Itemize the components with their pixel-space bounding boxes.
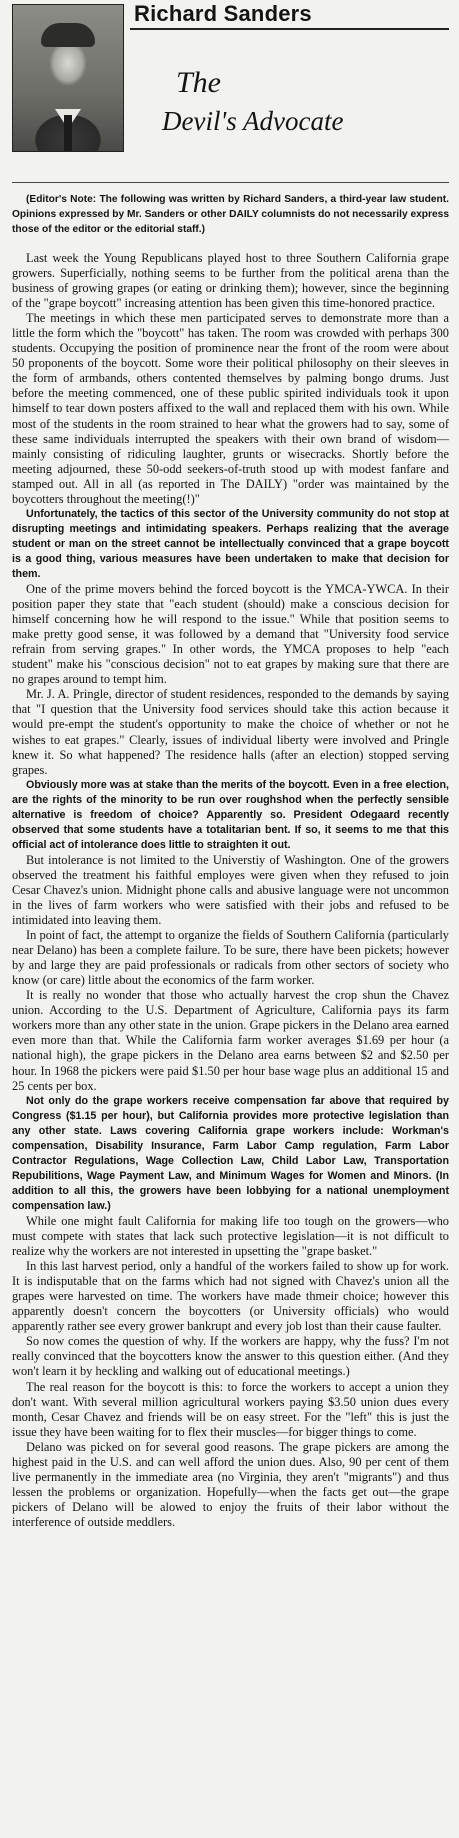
article-paragraph: Mr. J. A. Pringle, director of student residences, responded to the demands by saying that "I question that the University food services should take this action because it would pre-empt the student's opportunity to make the choice of whether or not he wishes to eat grapes." Clearly, issues of individual liberty were involved and Pringle knew it. So what happened? The residence halls (after an election) stopped serving grapes. <box>12 687 449 777</box>
column-header <box>12 0 449 183</box>
editors-note: (Editor's Note: The following was written by Richard Sanders, a third-year law student. Opinions expressed by Mr. Sanders or other DAILY columnists do not necessarily express those of the editor or the editorial staff.) <box>12 194 449 235</box>
byline-bar <box>130 0 449 30</box>
article-paragraph: But intolerance is not limited to the Universtiy of Washington. One of the growers observed the treatment his faithful employes were given when they refused to join Cesar Chavez's union. Midnight phone calls and abusive language were not uncommon in the lives of farm workers who were satisfied with their jobs and refused to be intimidated into leaving them. <box>12 852 449 928</box>
article-paragraph: Not only do the grape workers receive compensation far above that required by Congress ($1.15 per hour), but California provides more protective legislation than any other state. Laws covering California grape workers include: Workman's compensation, Disability Insurance, Farm Labor Camp regulation, Farm Labor Contractor Regulations, Wage Collection Law, Child Labor Law, Transportation Repubilitions, Wage Payment Law, and Minimum Wages for Women and Minors. (In addition to all this, the growers have been lobbying for a national unemployment compensation law.) <box>12 1094 449 1212</box>
article-paragraph: It is really no wonder that those who actually harvest the crop shun the Chavez union. According to the U.S. Department of Agriculture, California pays its farm workers more than any other state in the union. Grape pickers in the Delano area earned even more than that. While the California farm worker averages $1.69 per hour (a national high), the grape pickers in the Delano area earns between $2 and $2.50 per hour. In 1968 the pickers were paid $1.50 per hour base wage plus an additional 15 and 25 cents per box. <box>12 988 449 1093</box>
article-paragraph: One of the prime movers behind the forced boycott is the YMCA-YWCA. In their position paper they state that "each student (should) make a conscious decision for himself concerning how he will respond to the issue." While that position seems to make pretty good sense, it was followed by a demand that "University food service refrain from serving grapes." In other words, the YMCA proposes to help "each student" make his "conscious decision" not to eat grapes by making sure that there are no grapes around to tempt him. <box>12 582 449 687</box>
photo-hair <box>41 23 95 47</box>
article-paragraph: The meetings in which these men participated serves to demonstrate more than a little the form which the "boycott" has taken. The room was crowded with perhaps 300 students. Occupying the position of prominence near the front of the room were about 50 proponents of the boycott. Some wore their political philosophy on their sleeves in the form of armbands, others contented themselves by palming bongo drums. Just before the meeting commenced, one of these public spirited individuals took it upon himself to tear down posters affixed to the wall and replaced them with his own. While most of the students in the room strained to hear what the growers had to say, some of these same individuals interrupted the speakers with their own brand of wisdom—mainly consisting of ridiculing laughter, grunts or wisecracks. Shortly before the meeting adjourned, these 50-odd seekers-of-truth stood up with modest fanfare and stamped out. All in all (as reported in The DAILY) "order was maintained by the boycotters throughout the meeting(!)" <box>12 311 449 506</box>
author-name: Richard Sanders <box>134 1 312 26</box>
article-paragraph: In this last harvest period, only a handful of the workers failed to show up for work. It is indisputable that on the farms which had not signed with Chavez's union all the grapes were harvested on time. The workers have made thmeir choice; however this apparently doesn't concern the boycotters (or University officials) who would apparently rather see every grower bankrupt and every job lost than their cause faulter. <box>12 1259 449 1334</box>
photo-tie <box>64 115 72 151</box>
author-photo <box>12 4 124 152</box>
column-title-line2: Devil's Advocate <box>162 106 344 136</box>
article-body <box>12 251 449 1530</box>
article-paragraph: Obviously more was at stake than the merits of the boycott. Even in a free election, are the rights of the minority to be run over roughshod when the perfectly sensible alternative is freedom of choice? Apparently so. President Odegaard recently observed that some students have a totalitarian bent. If so, it seems to me that this official act of intolerance does little to straighten it out. <box>12 778 449 851</box>
article-paragraph: The real reason for the boycott is this: to force the workers to accept a union they don't want. With several million agricultural workers paying $3.50 union dues every month, Cesar Chavez and friends will be on easy street. For the "left" this is just the issue they have been waiting for to flex their muscles—for bigger things to come. <box>12 1379 449 1439</box>
column-title-line1: The <box>176 66 221 99</box>
article-paragraph: Delano was picked on for several good reasons. The grape pickers are among the highest paid in the U.S. and can well afford the union dues. Also, 90 per cent of them live permanently in the immediate area (no Virginia, they aren't "migrants") and thus lessen the problems or organization. Hopefully—when the facts get out—the grape pickers of Delano will be alowed to enjoy the fruits of their labor without the interference of outside meddlers. <box>12 1439 449 1529</box>
article-paragraph: So now comes the question of why. If the workers are happy, why the fuss? I'm not really convinced that the boycotters know the answer to this question either. (And they won't learn it by heckling and walking out of educational meetings.) <box>12 1334 449 1379</box>
article-paragraph: Unfortunately, the tactics of this sector of the University community do not stop at disrupting meetings and intimidating speakers. Perhaps realizing that the average student or man on the street cannot be intellectually convinced that a grape boycott is a good thing, various measures have been undertaken to make that decision for them. <box>12 507 449 580</box>
column-title <box>162 68 343 135</box>
article-paragraph: Last week the Young Republicans played host to three Southern California grape growers. Superficially, nothing seems to be further from the political arena than the business of growing grapes (or eating or drinking them); however, since the beginning of the "grape boycott" increasing attention has been given this time-honored practice. <box>12 251 449 311</box>
article-paragraph: While one might fault California for making life too tough on the growers—who must compete with states that lack such protective legislation—it is not difficult to realize why the workers are not interested in upsetting the "grape basket." <box>12 1214 449 1259</box>
article-paragraph: In point of fact, the attempt to organize the fields of Southern California (particularly near Delano) has been a complete failure. To be sure, there have been pickets; however by and large they are paid professionals or radicals from other sectors of society who know (or care) little about the economics of the farm worker. <box>12 928 449 988</box>
